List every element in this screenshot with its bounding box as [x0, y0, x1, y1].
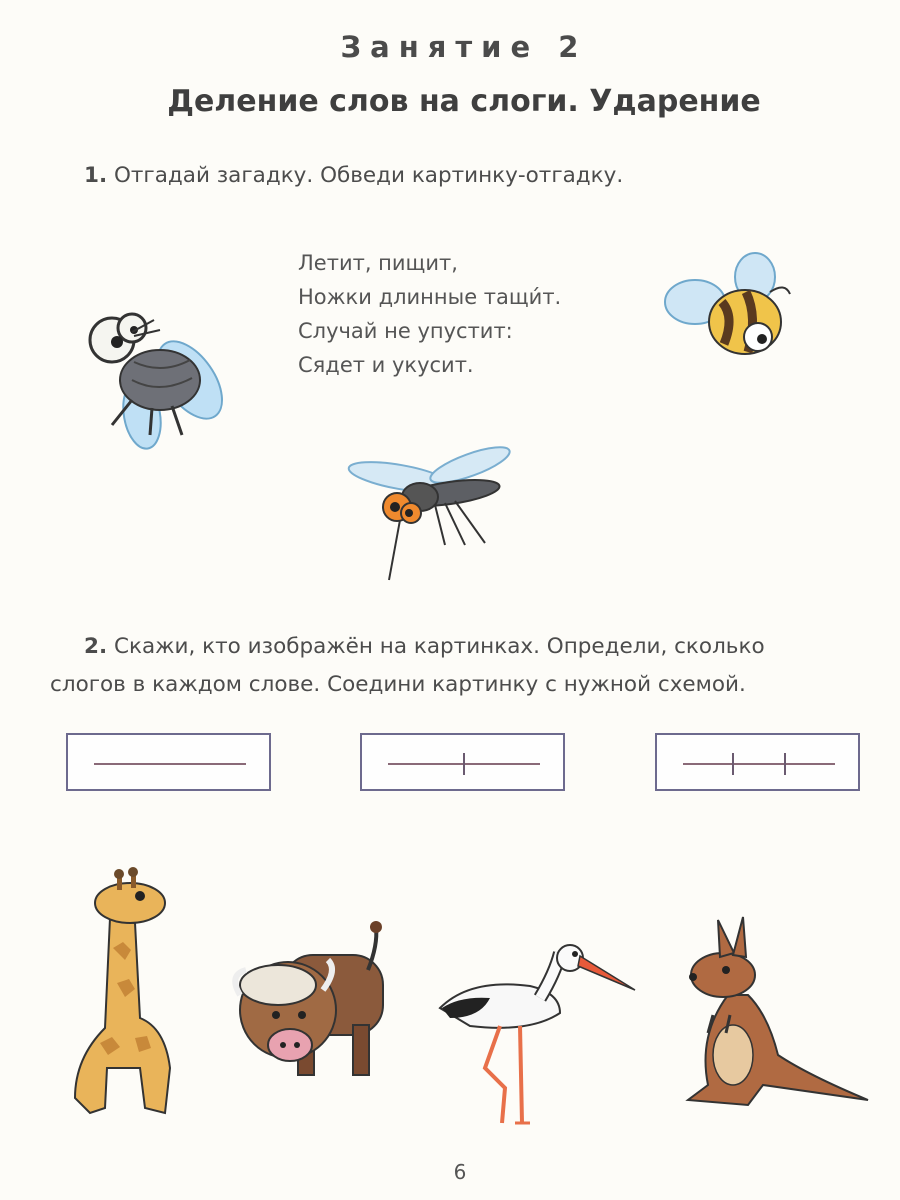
riddle-line: Летит, пищит,: [298, 251, 458, 275]
riddle-line: Сядет и укусит.: [298, 353, 474, 377]
task1-text: Отгадай загадку. Обведи картинку-отгадку.: [113, 163, 624, 188]
giraffe-icon[interactable]: [55, 868, 195, 1128]
stork-icon[interactable]: [430, 938, 640, 1133]
task2-instruction-line1: [84, 629, 765, 665]
bison-icon[interactable]: [228, 915, 398, 1090]
lesson-title: Деление слов на слоги. Ударение: [167, 84, 761, 119]
scheme-line: [362, 735, 563, 789]
task1-number: 1.: [84, 163, 108, 188]
task1-instruction: [84, 158, 623, 194]
task2-text-line1: Скажи, кто изображён на картинках. Определи, сколько: [113, 634, 765, 659]
scheme-three-syllables[interactable]: [655, 733, 860, 791]
task2-text-line2: слогов в каждом слове. Соедини картинку с нужной схемой.: [50, 672, 746, 697]
page-number: 6: [453, 1160, 467, 1184]
scheme-one-syllable[interactable]: [66, 733, 271, 791]
fly-icon[interactable]: [72, 300, 232, 450]
scheme-two-syllables[interactable]: [360, 733, 565, 791]
mosquito-icon[interactable]: [345, 445, 515, 585]
riddle-line: Ножки длинные тащи́т.: [298, 285, 562, 309]
kangaroo-icon[interactable]: [668, 915, 878, 1120]
riddle: [298, 246, 561, 382]
task2-number: 2.: [84, 634, 108, 659]
lesson-number: Занятие 2: [340, 30, 588, 64]
scheme-line: [68, 735, 269, 789]
scheme-line: [657, 735, 858, 789]
bee-icon[interactable]: [660, 252, 800, 367]
riddle-line: Случай не упустит:: [298, 319, 513, 343]
